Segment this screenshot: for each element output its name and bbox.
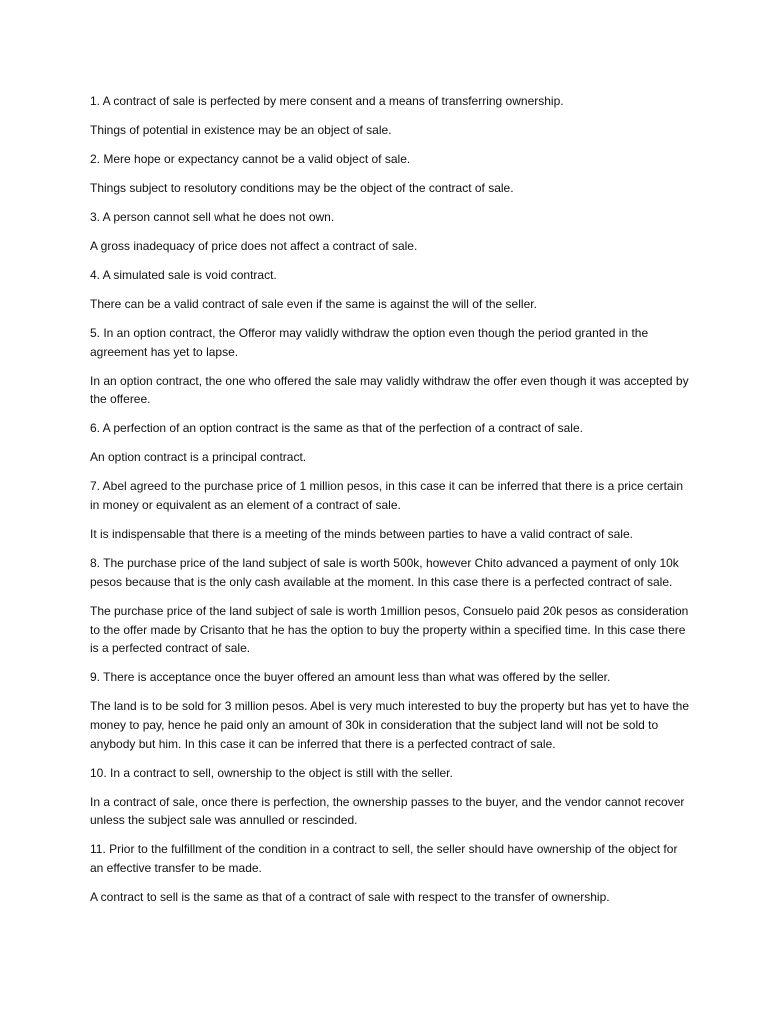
statement-7b: It is indispensable that there is a meeting of the minds between parties to have a valid contract of sale. xyxy=(90,527,633,542)
statement-10: 10. In a contract to sell, ownership to the object is still with the seller. xyxy=(90,765,453,780)
statement-5: 5. In an option contract, the Offeror may validly withdraw the option even though the period granted in the agreement has yet to lapse. xyxy=(90,326,649,359)
statement-9b: The land is to be sold for 3 million pesos. Abel is very much interested to buy the property but has yet to have the money to pay, hence he paid only an amount of 30k in consideration that the subject land will not be sold to anybody but him. In this case it can be inferred that there is a perfected contract of sale. xyxy=(90,699,689,751)
statement-4b: There can be a valid contract of sale even if the same is against the will of the seller. xyxy=(90,297,537,311)
statement-3b: A gross inadequacy of price does not affect a contract of sale. xyxy=(90,239,418,253)
statement-11: 11. Prior to the fulfillment of the condition in a contract to sell, the seller should have ownership of the object for an effective transfer to be made. xyxy=(90,842,678,876)
statement-2b: Things subject to resolutory conditions may be the object of the contract of sale. xyxy=(90,181,514,195)
statement-6: 6. A perfection of an option contract is the same as that of the perfection of a contract of sale. xyxy=(90,421,583,436)
statement-10b: In a contract of sale, once there is perfection, the ownership passes to the buyer, and the vendor cannot recover unless the subject sale was annulled or rescinded. xyxy=(90,794,685,828)
statement-5b: In an option contract, the one who offered the sale may validly withdraw the offer even though it was accepted by the offeree. xyxy=(90,373,689,407)
statement-2: 2. Mere hope or expectancy cannot be a valid object of sale. xyxy=(90,152,411,166)
statement-6b: An option contract is a principal contract. xyxy=(90,450,307,465)
statement-3: 3. A person cannot sell what he does not own. xyxy=(90,210,335,224)
statement-8: 8. The purchase price of the land subject of sale is worth 500k, however Chito advanced a payment of only 10k pesos because that is the only cash available at the moment. In this case there is a perfected contract of sale. xyxy=(90,556,679,589)
statement-7: 7. Abel agreed to the purchase price of 1 million pesos, in this case it can be inferred that there is a price certain in money or equivalent as an element of a contract of sale. xyxy=(90,479,683,513)
statement-4: 4. A simulated sale is void contract. xyxy=(90,268,277,282)
statement-11b: A contract to sell is the same as that of a contract of sale with respect to the transfer of ownership. xyxy=(90,890,610,905)
document-page xyxy=(90,92,690,917)
statement-1: 1. A contract of sale is perfected by mere consent and a means of transferring ownership. xyxy=(90,94,564,108)
statement-8b: The purchase price of the land subject of sale is worth 1million pesos, Consuelo paid 20k pesos as consideration to the offer made by Crisanto that he has the option to buy the property within a specified time. In this case there is a perfected contract of sale. xyxy=(90,603,689,656)
statement-1b: Things of potential in existence may be an object of sale. xyxy=(90,123,392,137)
statement-9: 9. There is acceptance once the buyer offered an amount less than what was offered by the seller. xyxy=(90,670,611,685)
